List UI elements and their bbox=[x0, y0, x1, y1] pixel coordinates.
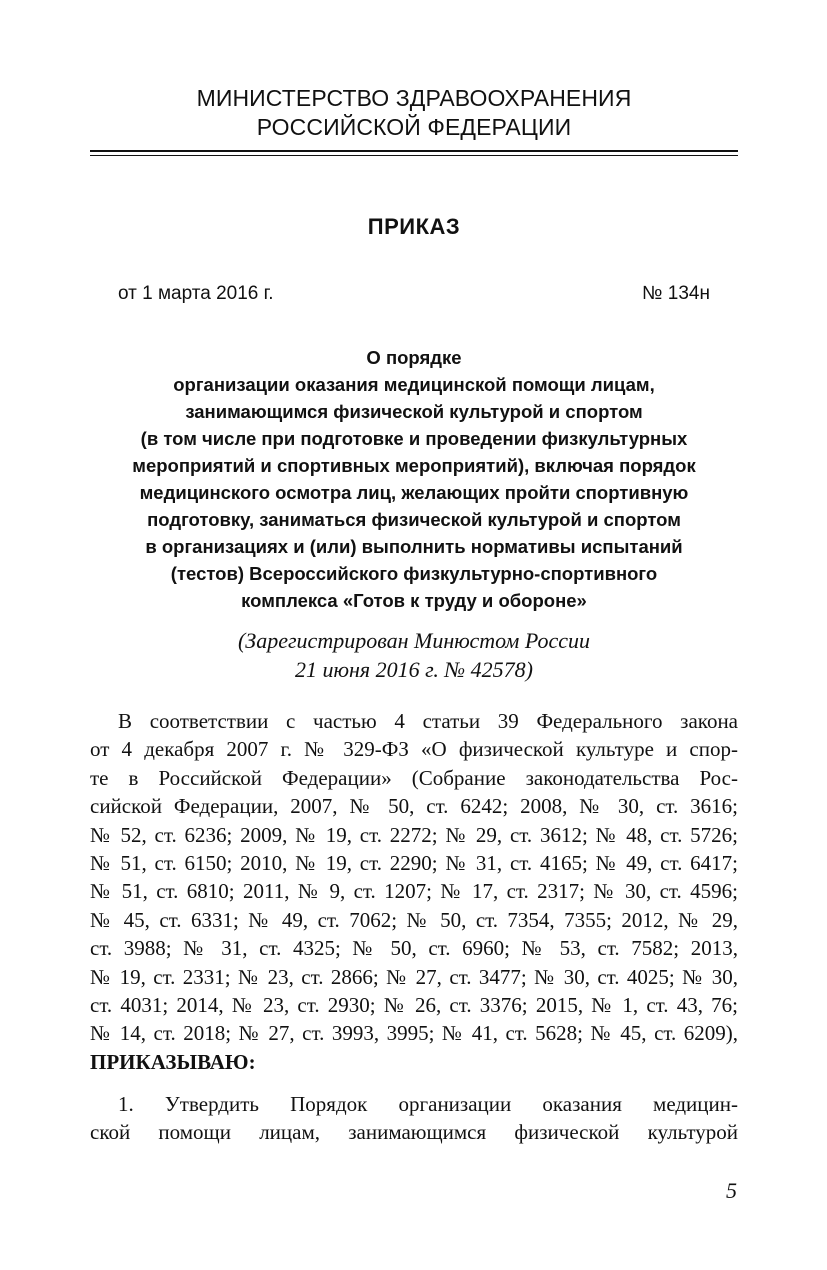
document-number: № 134н bbox=[642, 283, 710, 304]
document-subject bbox=[90, 344, 738, 614]
ministry-header bbox=[90, 84, 738, 142]
preamble-line: те в Российской Федерации» (Собрание законодательства Рос- bbox=[90, 765, 738, 790]
subject-line: организации оказания медицинской помощи лицам, bbox=[173, 374, 655, 395]
subject-line: комплекса «Готов к труду и обороне» bbox=[241, 590, 587, 611]
subject-line: (тестов) Всероссийского физкультурно-спортивного bbox=[170, 563, 658, 584]
header-rule bbox=[90, 150, 738, 152]
preamble-line: сийской Федерации, 2007, № 50, ст. 6242; 2008, № 30, ст. 3616; bbox=[90, 794, 738, 819]
preamble-line: № 52, ст. 6236; 2009, № 19, ст. 2272; № 29, ст. 3612; № 48, ст. 5726; bbox=[90, 822, 738, 847]
preamble-line: ст. 3988; № 31, ст. 4325; № 50, ст. 6960; № 53, ст. 7582; 2013, bbox=[90, 936, 738, 961]
header-rule bbox=[90, 155, 738, 156]
preamble-line: В соответствии с частью 4 статьи 39 Федерального закона bbox=[118, 709, 738, 733]
item-1-line: ской помощи лицам, занимающимся физической культурой bbox=[90, 1120, 738, 1145]
subject-line: в организациях и (или) выполнить нормативы испытаний bbox=[145, 536, 683, 557]
preamble-line: ст. 4031; 2014, № 23, ст. 2930; № 26, ст. 3376; 2015, № 1, ст. 43, 76; bbox=[90, 992, 738, 1017]
subject-line: мероприятий и спортивных мероприятий), включая порядок bbox=[132, 455, 696, 476]
document-title: ПРИКАЗ bbox=[367, 214, 461, 239]
registration-note bbox=[90, 626, 738, 684]
preamble-line: № 51, ст. 6150; 2010, № 19, ст. 2290; № 31, ст. 4165; № 49, ст. 6417; bbox=[90, 850, 738, 875]
subject-line: подготовку, заниматься физической культурой и спортом bbox=[147, 509, 681, 530]
registration-line: 21 июня 2016 г. № 42578) bbox=[294, 657, 533, 682]
preamble-line: от 4 декабря 2007 г. № 329-ФЗ «О физической культуре и спор- bbox=[90, 737, 738, 762]
subject-line: медицинского осмотра лиц, желающих пройти спортивную bbox=[139, 482, 689, 503]
preamble-line: № 45, ст. 6331; № 49, ст. 7062; № 50, ст. 7354, 7355; 2012, № 29, bbox=[90, 907, 738, 932]
subject-line: О порядке bbox=[366, 347, 462, 368]
subject-line: (в том числе при подготовке и проведении физкультурных bbox=[140, 428, 688, 449]
order-word: ПРИКАЗЫВАЮ: bbox=[90, 1049, 256, 1074]
document-body bbox=[90, 707, 738, 1147]
item-1-line: 1. Утвердить Порядок организации оказания медицин- bbox=[118, 1092, 738, 1117]
document-date: от 1 марта 2016 г. bbox=[118, 283, 274, 304]
registration-line: (Зарегистрирован Минюстом России bbox=[237, 628, 591, 653]
ministry-header-line: МИНИСТЕРСТВО ЗДРАВООХРАНЕНИЯ bbox=[196, 85, 632, 111]
page-number: 5 bbox=[726, 1178, 737, 1203]
date-number-line bbox=[118, 283, 710, 305]
preamble-line: № 19, ст. 2331; № 23, ст. 2866; № 27, ст. 3477; № 30, ст. 4025; № 30, bbox=[90, 964, 738, 989]
preamble-line: № 14, ст. 2018; № 27, ст. 3993, 3995; № 41, ст. 5628; № 45, ст. 6209), bbox=[90, 1021, 738, 1046]
preamble-line: № 51, ст. 6810; 2011, № 9, ст. 1207; № 17, ст. 2317; № 30, ст. 4596; bbox=[90, 879, 738, 904]
subject-line: занимающимся физической культурой и спортом bbox=[185, 401, 643, 422]
ministry-header-line: РОССИЙСКОЙ ФЕДЕРАЦИИ bbox=[256, 114, 572, 140]
